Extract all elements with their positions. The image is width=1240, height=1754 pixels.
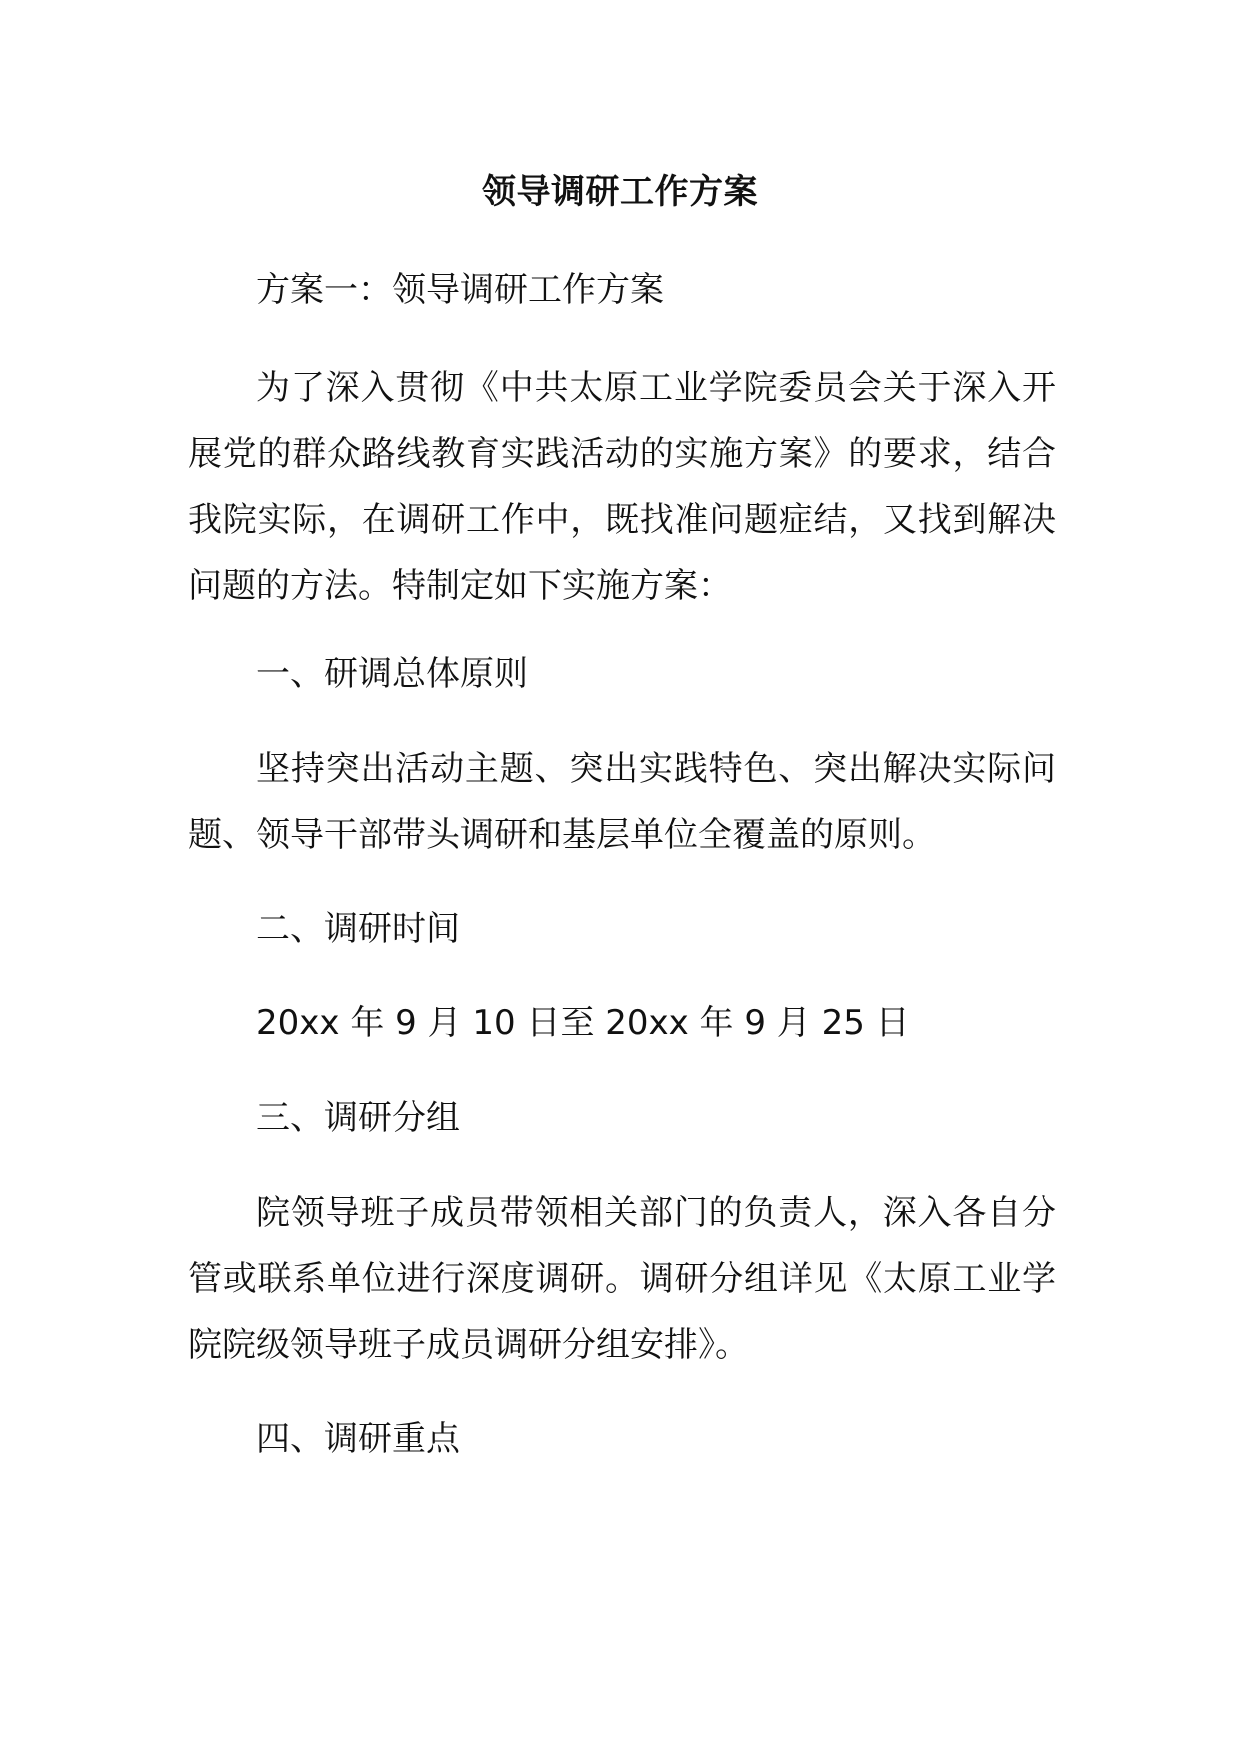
- plan-subtitle: 方案一：领导调研工作方案: [256, 270, 664, 310]
- section-heading-groups: 三、调研分组: [256, 1098, 460, 1138]
- intro-paragraph: 为了深入贯彻《中共太原工业学院委员会关于深入开展党的群众路线教育实践活动的实施方案》的要求，结合我院实际，在调研工作中，既找准问题症结，又找到解决问题的方法。特制定如下实施方案：: [188, 368, 1056, 606]
- section-heading-focus: 四、调研重点: [256, 1419, 460, 1459]
- time-paragraph: 20xx 年 9 月 10 日至 20xx 年 9 月 25 日: [256, 1003, 910, 1043]
- principles-paragraph: 坚持突出活动主题、突出实践特色、突出解决实际问题、领导干部带头调研和基层单位全覆盖的原则。: [188, 749, 1056, 855]
- document-title: 领导调研工作方案: [482, 172, 758, 212]
- section-heading-time: 二、调研时间: [256, 909, 460, 949]
- section-heading-principles: 一、研调总体原则: [256, 654, 528, 694]
- groups-paragraph: 院领导班子成员带领相关部门的负责人，深入各自分管或联系单位进行深度调研。调研分组详见《太原工业学院院级领导班子成员调研分组安排》。: [188, 1193, 1056, 1365]
